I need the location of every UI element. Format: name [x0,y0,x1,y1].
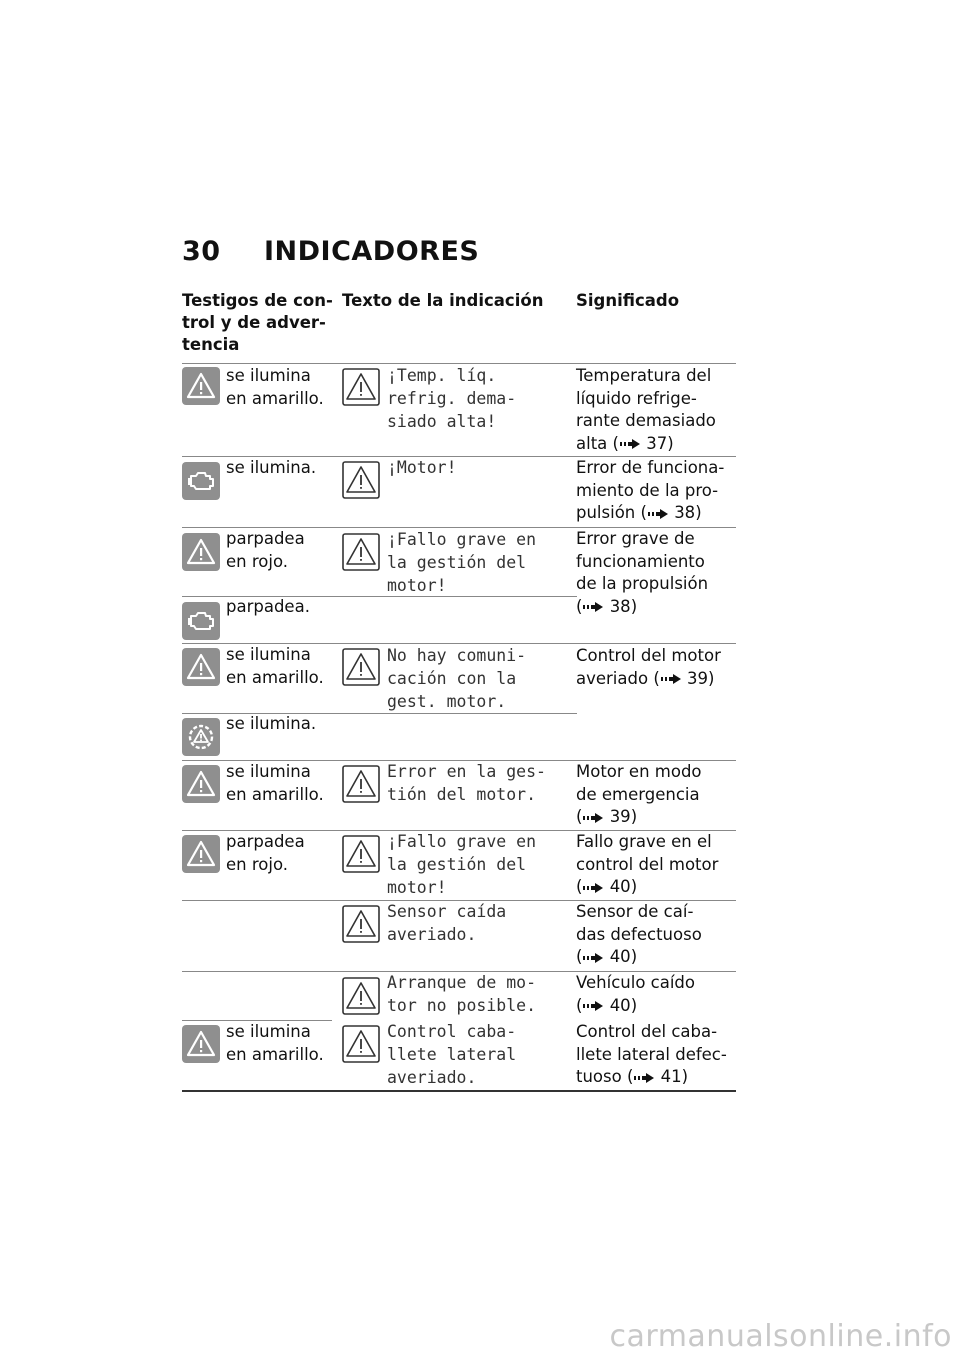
display-text: ¡Fallo grave en la gestión del motor! [387,832,537,897]
display-text: Sensor caída averiado. [387,902,507,944]
lamp-status-text: parpadea. [226,597,310,616]
display-text: Arranque de mo- tor no posible. [387,973,537,1015]
gear-warning-icon [182,718,220,756]
display-text: ¡Motor! [387,458,457,477]
engine-icon [182,462,220,500]
page-reference: 37 [646,433,668,453]
table-bottom-rule [182,1090,736,1092]
meaning-text: Control del motor averiado ( 39) [576,646,721,688]
meaning-text: Control del caba- llete lateral defec- tuoso ( 41) [576,1022,727,1086]
lamp-status-text: parpadea en rojo. [226,832,305,874]
page-title [182,236,479,267]
lamp-status-text: parpadea en rojo. [226,529,305,571]
warning-triangle-icon [182,367,220,405]
warning-triangle-icon [182,648,220,686]
warning-triangle-icon [182,835,220,873]
display-warning-icon [342,461,380,499]
header-meaning: Significado [576,291,680,310]
meaning-text: Error de funciona- miento de la pro- pulsión ( 38) [576,458,725,522]
display-warning-icon [342,905,380,943]
watermark: carmanualsonline.info [609,1319,952,1354]
page-reference: 40 [609,877,631,896]
warning-triangle-icon [182,1025,220,1063]
lamp-status-text: se ilumina en amarillo. [226,645,324,687]
lamp-status-text: se ilumina en amarillo. [226,366,324,408]
page-reference: 39 [609,807,631,826]
display-text: Control caba- llete lateral averiado. [387,1022,517,1087]
display-text: ¡Fallo grave en la gestión del motor! [387,530,537,595]
meaning-text: Motor en modo de emergencia ( 39) [576,762,702,826]
display-warning-icon [342,368,380,406]
lamp-status-text: se ilumina. [226,458,317,477]
page-number: 30 [182,236,221,267]
display-text: Error en la ges- tión del motor. [387,762,546,804]
warning-triangle-icon [182,765,220,803]
meaning-text: Vehículo caído ( 40) [576,973,695,1015]
lamp-status-text: se ilumina. [226,714,317,733]
display-warning-icon [342,977,380,1015]
meaning-text: Temperatura del líquido refrige- rante demasiado alta ( 37) [576,366,716,453]
display-warning-icon [342,765,380,803]
display-text: No hay comuni- cación con la gest. motor. [387,646,527,711]
lamp-status-text: se ilumina en amarillo. [226,1022,324,1064]
page-reference: 38 [609,596,631,616]
page-reference: 41 [660,1067,682,1086]
lamp-status-text: se ilumina en amarillo. [226,762,324,804]
header-lamps: Testigos de con- trol y de adver- tencia [182,291,333,354]
display-text: ¡Temp. líq. refrig. dema- siado alta! [387,366,517,431]
display-warning-icon [342,1025,380,1063]
page-reference: 40 [609,995,631,1015]
meaning-text: Sensor de caí- das defectuoso ( 40) [576,902,702,966]
engine-icon [182,602,220,640]
meaning-text: Error grave de funcionamiento de la propulsión ( 38) [576,529,709,616]
meaning-text: Fallo grave en el control del motor ( 40) [576,832,719,896]
section-title: INDICADORES [264,236,480,267]
warning-triangle-icon [182,533,220,571]
display-warning-icon [342,533,380,571]
display-warning-icon [342,648,380,686]
page-reference: 39 [687,668,709,688]
page-reference: 38 [674,503,696,522]
header-display-text: Texto de la indicación [342,291,544,310]
page-reference: 40 [609,947,631,966]
display-warning-icon [342,835,380,873]
